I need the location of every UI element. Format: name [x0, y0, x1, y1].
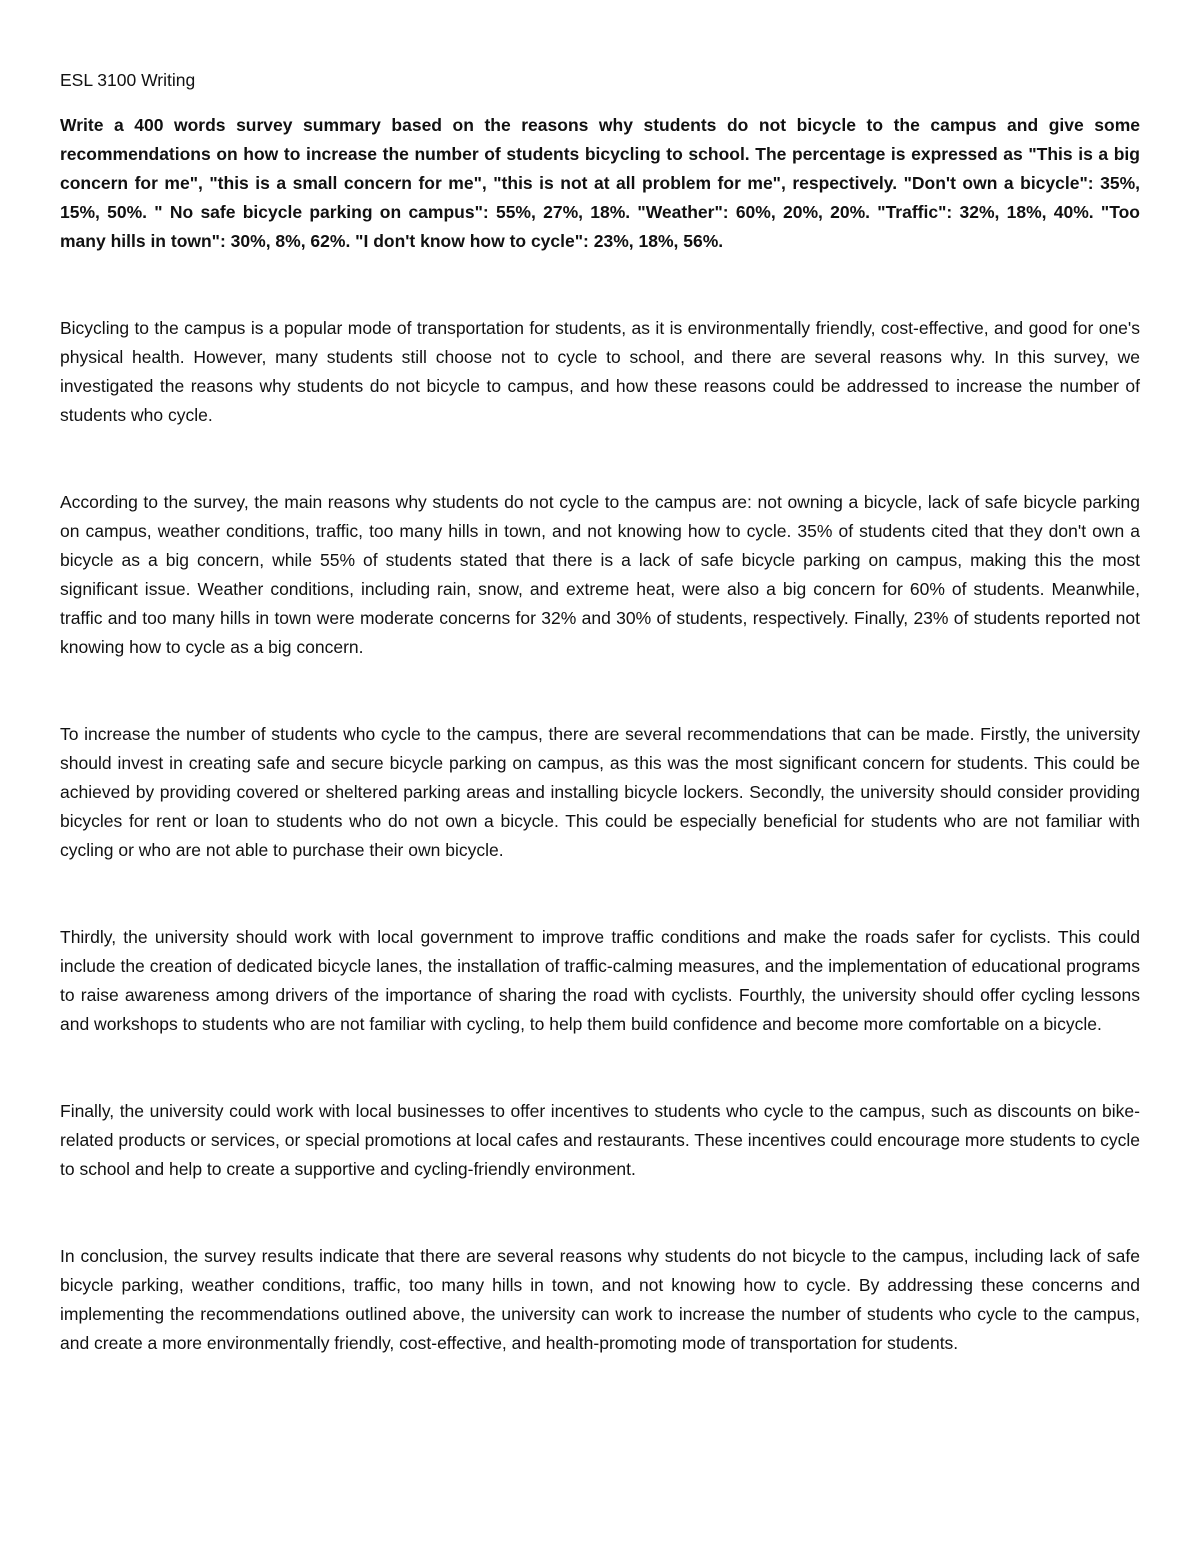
- paragraph-recommendations: To increase the number of students who cycle to the campus, there are several recommendations that can be made. Firstly, the university should invest in creating safe and secure bicycle parking on campus, as this was the most significant concern for students. This could be achieved by providing covered or sheltered parking areas and installing bicycle lockers. Secondly, the university should consider providing bicycles for rent or loan to students who do not own a bicycle. This could be especially beneficial for students who are not familiar with cycling or who are not able to purchase their own bicycle.: [60, 724, 1140, 860]
- paragraph-incentives: Finally, the university could work with local businesses to offer incentives to students who cycle to the campus, such as discounts on bike-related products or services, or special promotions at local cafes and restaurants. These incentives could encourage more students to cycle to school and help to create a supportive and cycling-friendly environment.: [60, 1101, 1140, 1179]
- assignment-prompt: Write a 400 words survey summary based on the reasons why students do not bicycle to the campus and give some recommendations on how to increase the number of students bicycling to school. The percentage is expressed as "This is a big concern for me", "this is a small concern for me", "this is not at all problem for me", respectively. "Don't own a bicycle": 35%, 15%, 50%. " No safe bicycle parking on campus": 55%, 27%, 18%. "Weather": 60%, 20%, 20%. "Traffic": 32%, 18%, 40%. "Too many hills in town": 30%, 8%, 62%. "I don't know how to cycle": 23%, 18%, 56%.: [60, 115, 1140, 251]
- paragraph-survey-findings: According to the survey, the main reasons why students do not cycle to the campus are: not owning a bicycle, lack of safe bicycle parking on campus, weather conditions, traffic, too many hills in town, and not knowing how to cycle. 35% of students cited that they don't own a bicycle as a big concern, while 55% of students stated that there is a lack of safe bicycle parking on campus, making this the most significant issue. Weather conditions, including rain, snow, and extreme heat, were also a big concern for 60% of students. Meanwhile, traffic and too many hills in town were moderate concerns for 32% and 30% of students, respectively. Finally, 23% of students reported not knowing how to cycle as a big concern.: [60, 492, 1140, 657]
- paragraph-conclusion: In conclusion, the survey results indicate that there are several reasons why students do not bicycle to the campus, including lack of safe bicycle parking, weather conditions, traffic, too many hills in town, and not knowing how to cycle. By addressing these concerns and implementing the recommendations outlined above, the university can work to increase the number of students who cycle to the campus, and create a more environmentally friendly, cost-effective, and health-promoting mode of transportation for students.: [60, 1246, 1140, 1353]
- paragraph-further-recommendations: Thirdly, the university should work with local government to improve traffic conditions and make the roads safer for cyclists. This could include the creation of dedicated bicycle lanes, the installation of traffic-calming measures, and the implementation of educational programs to raise awareness among drivers of the importance of sharing the road with cyclists. Fourthly, the university should offer cycling lessons and workshops to students who are not familiar with cycling, to help them build confidence and become more comfortable on a bicycle.: [60, 927, 1140, 1034]
- course-title: ESL 3100 Writing: [60, 70, 196, 90]
- paragraph-introduction: Bicycling to the campus is a popular mode of transportation for students, as it is environmentally friendly, cost-effective, and good for one's physical health. However, many students still choose not to cycle to school, and there are several reasons why. In this survey, we investigated the reasons why students do not bicycle to campus, and how these reasons could be addressed to increase the number of students who cycle.: [60, 318, 1140, 425]
- document-body: [60, 66, 1140, 1358]
